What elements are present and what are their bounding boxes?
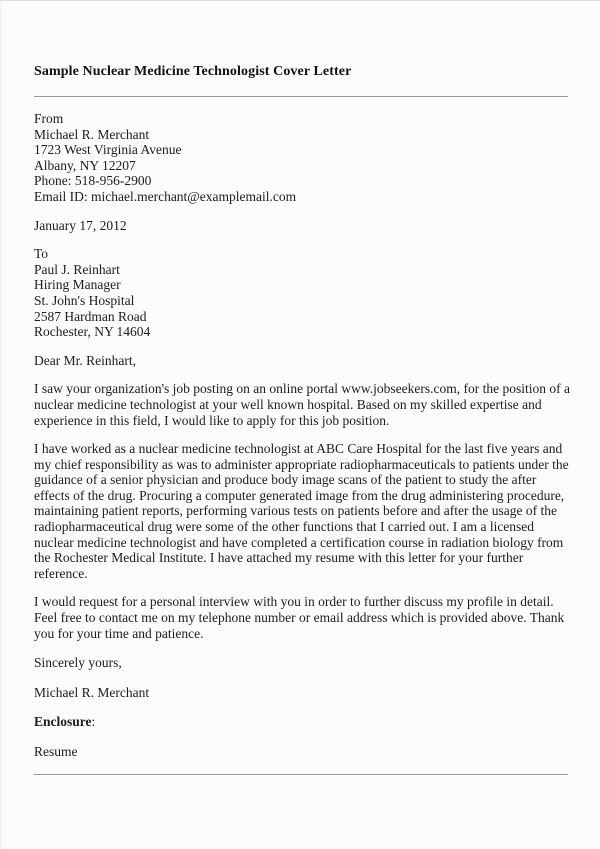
recipient-company: St. John's Hospital: [34, 292, 135, 308]
sender-phone: Phone: 518-956-2900: [34, 173, 152, 189]
title-divider: [34, 96, 568, 97]
recipient-street: 2587 Hardman Road: [34, 308, 147, 324]
signature-name: Michael R. Merchant: [34, 684, 150, 700]
from-label: From: [34, 111, 64, 126]
paragraph-request: I would request for a personal interview with you in order to further discuss my profile in detail. Feel free to contact me on my telephone number or email address which is provided above. Thank you for your time and patience.: [34, 594, 565, 641]
sender-address-block: [34, 111, 567, 205]
letter-date: January 17, 2012: [34, 217, 127, 233]
sender-email: Email ID: michael.merchant@examplemail.com: [34, 188, 297, 204]
sender-street: 1723 West Virginia Avenue: [34, 142, 182, 158]
enclosure-colon: :: [91, 714, 96, 730]
enclosure-item: Resume: [34, 744, 78, 759]
recipient-name: Paul J. Reinhart: [34, 261, 120, 277]
enclosure-line: [34, 714, 567, 730]
enclosure-label: Enclosure: [34, 714, 92, 730]
paragraph-experience: I have worked as a nuclear medicine technologist at ABC Care Hospital for the last five years and my chief responsibility as was to administer appropriate radiopharmaceuticals to patients under the guidance of a senior physician and produce body image scans of the patient to study the after effects of the drug. Procuring a computer generated image from the drug administering procedure, maintaining patient reports, performing various tests on patients before and after the usage of the radiopharmaceutical drug were some of the other functions that I carried out. I am a licensed nuclear medicine technologist and have completed a certification course in radiation biology from the Rochester Medical Institute. I have attached my resume with this letter for your further reference.: [34, 441, 569, 581]
letter-content: [1, 1, 600, 775]
sender-city: Albany, NY 12207: [34, 157, 136, 173]
page-title: Sample Nuclear Medicine Technologist Cover Letter: [34, 64, 352, 79]
recipient-city: Rochester, NY 14604: [34, 324, 151, 340]
recipient-title: Hiring Manager: [34, 277, 121, 293]
recipient-address-block: [34, 246, 567, 340]
sender-name: Michael R. Merchant: [34, 126, 150, 142]
closing: Sincerely yours,: [34, 655, 122, 671]
salutation: Dear Mr. Reinhart,: [34, 352, 136, 368]
to-label: To: [34, 246, 49, 262]
bottom-divider: [34, 774, 568, 775]
paragraph-intro: I saw your organization's job posting on an online portal www.jobseekers.com, for the position of a nuclear medicine technologist at your well known hospital. Based on my skilled expertise and experience in this field, I would like to apply for this job position.: [34, 381, 570, 428]
